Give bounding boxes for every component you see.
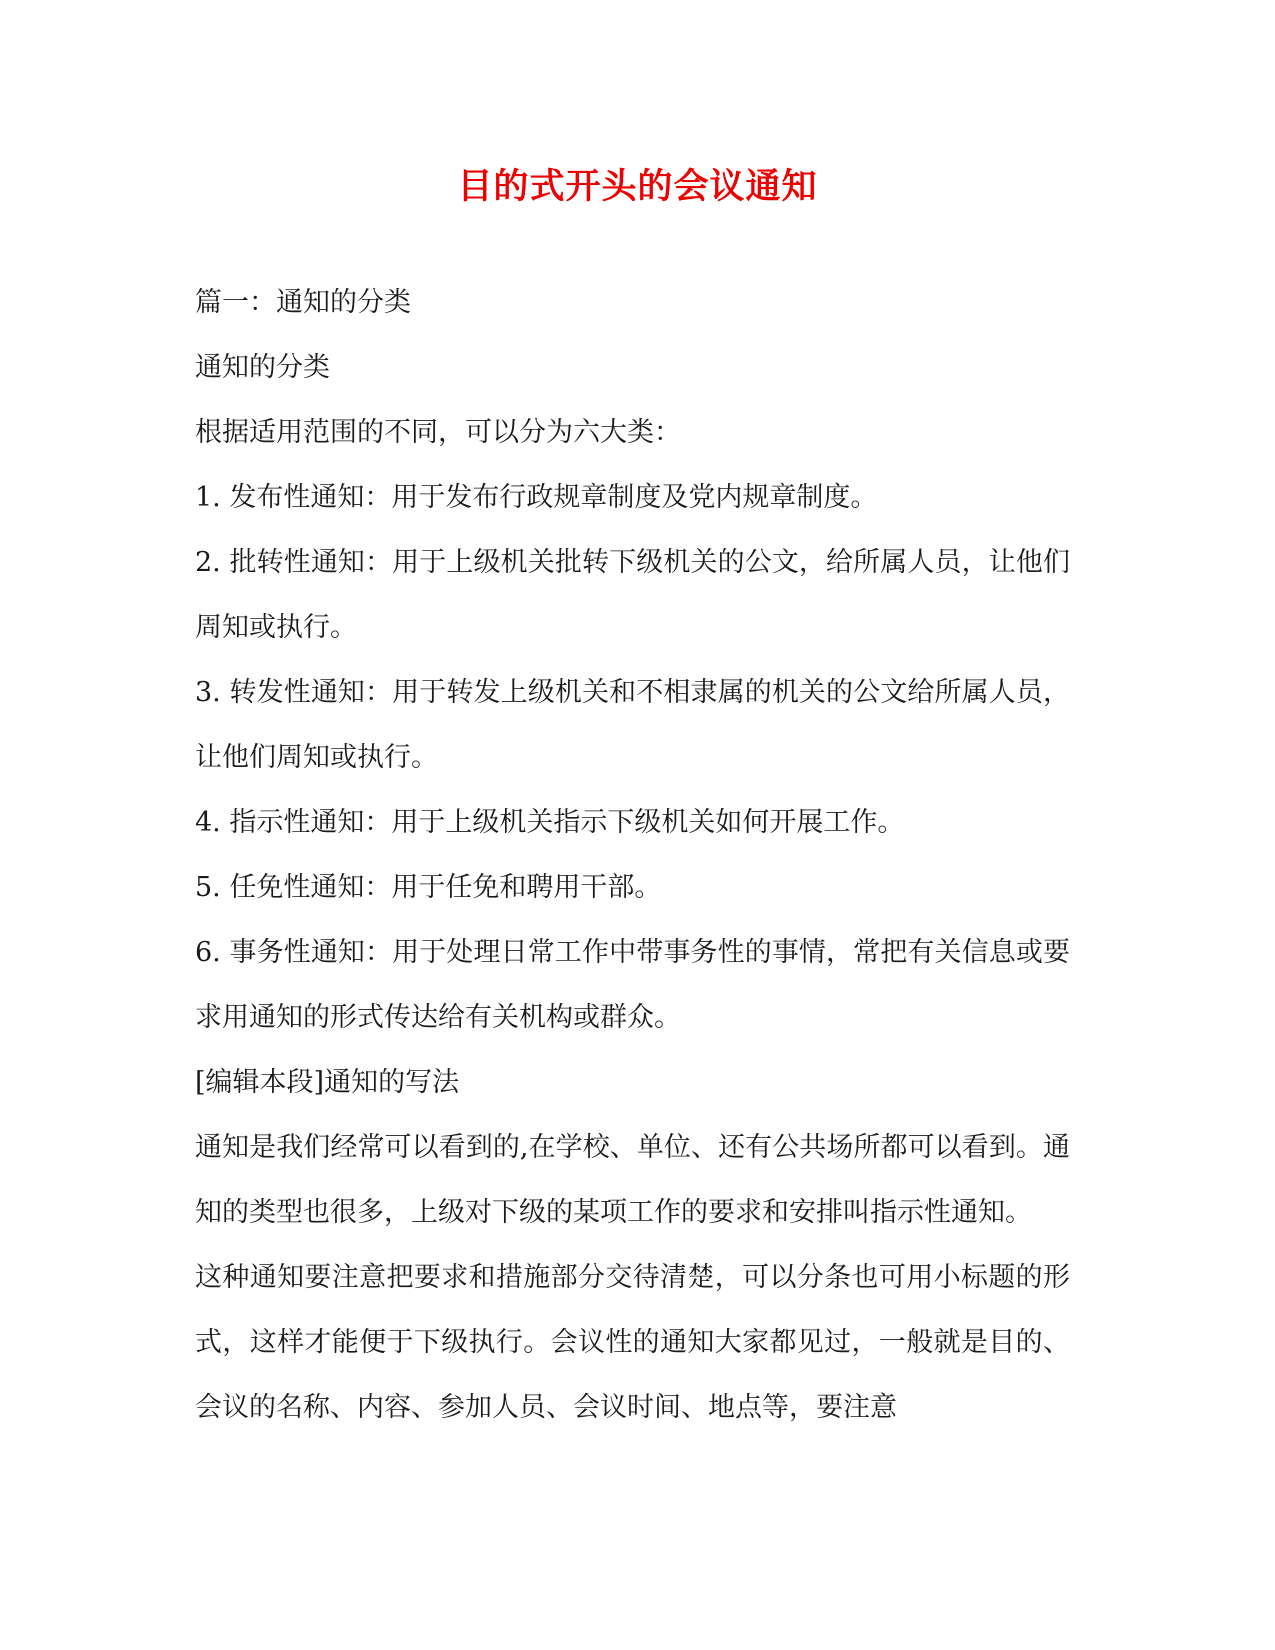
paragraph: 这种通知要注意把要求和措施部分交待清楚，可以分条也可用小标题的形式，这样才能便于下级执行。会议性的通知大家都见过，一般就是目的、会议的名称、内容、参加人员、会议时间、地点等，要注意 (195, 1262, 1070, 1423)
section-heading: 篇一：通知的分类 (195, 287, 411, 318)
list-item: 5. 任免性通知：用于任免和聘用干部。 (195, 872, 662, 903)
list-item: 2. 批转性通知：用于上级机关批转下级机关的公文，给所属人员，让他们周知或执行。 (195, 547, 1070, 643)
subheading: 通知的分类 (195, 352, 330, 383)
document-body (195, 270, 1070, 1440)
paragraph: 根据适用范围的不同，可以分为六大类： (195, 417, 681, 448)
list-item: 4. 指示性通知：用于上级机关指示下级机关如何开展工作。 (195, 807, 905, 838)
section-heading: [编辑本段]通知的写法 (195, 1067, 460, 1098)
list-item: 1. 发布性通知：用于发布行政规章制度及党内规章制度。 (195, 482, 878, 513)
list-item: 3. 转发性通知：用于转发上级机关和不相隶属的机关的公文给所属人员，让他们周知或执行。 (195, 677, 1070, 773)
list-item: 6. 事务性通知：用于处理日常工作中带事务性的事情，常把有关信息或要求用通知的形式传达给有关机构或群众。 (195, 937, 1070, 1033)
document-title: 目的式开头的会议通知 (457, 166, 818, 207)
paragraph: 通知是我们经常可以看到的,在学校、单位、还有公共场所都可以看到。通知的类型也很多，上级对下级的某项工作的要求和安排叫指示性通知。 (195, 1132, 1070, 1228)
